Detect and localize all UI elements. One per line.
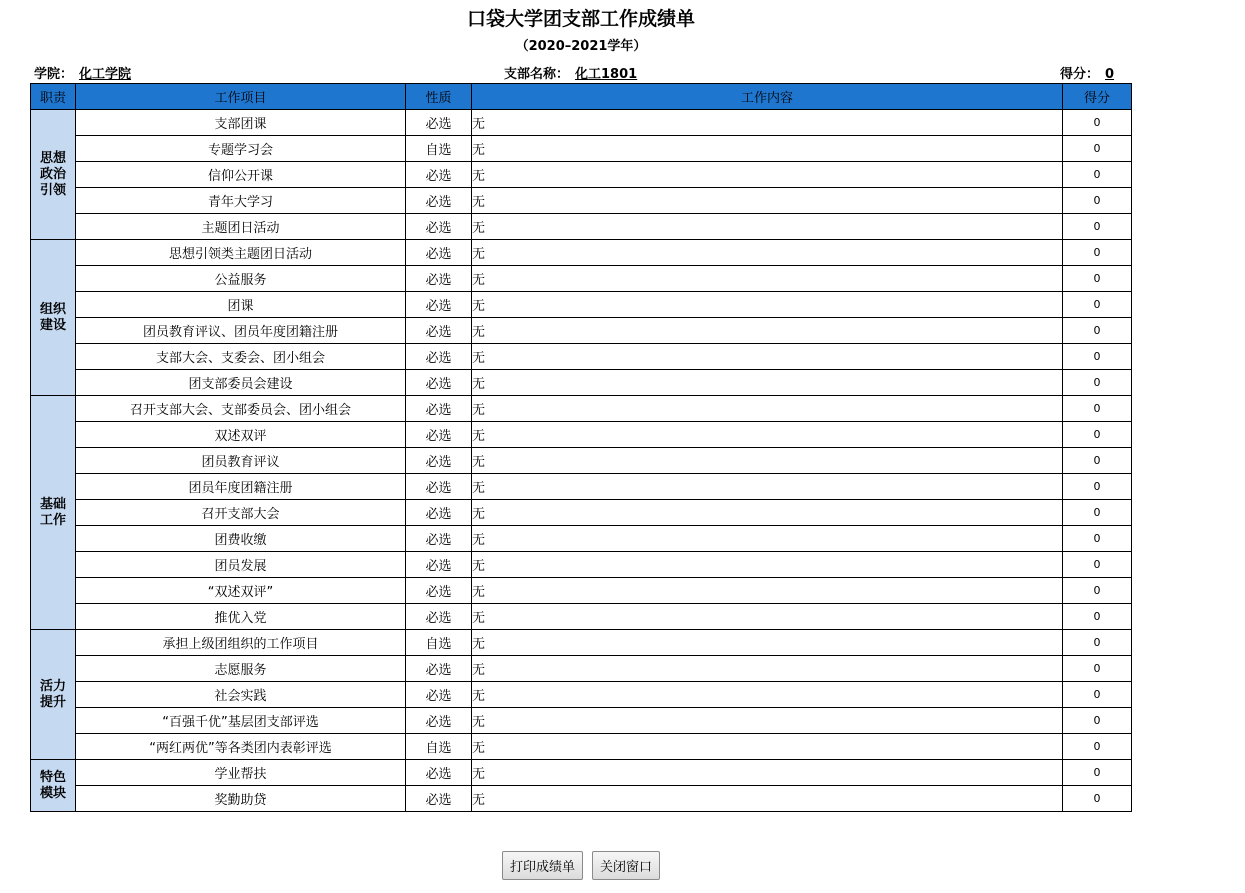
content-cell: 无: [472, 604, 1063, 630]
type-cell: 必选: [406, 760, 472, 786]
score-cell: 0: [1063, 760, 1132, 786]
page-title: 口袋大学团支部工作成绩单: [466, 8, 695, 30]
content-cell: 无: [472, 162, 1063, 188]
item-cell: 团员发展: [76, 552, 406, 578]
content-cell: 无: [472, 526, 1063, 552]
item-cell: 奖勤助贷: [76, 786, 406, 812]
score-label: 得分：: [1060, 67, 1100, 82]
item-cell: 团员年度团籍注册: [76, 474, 406, 500]
type-cell: 必选: [406, 292, 472, 318]
total-score-info: [1060, 63, 1120, 82]
score-cell: 0: [1063, 448, 1132, 474]
score-cell: 0: [1063, 578, 1132, 604]
table-row: [31, 552, 1132, 578]
score-cell: 0: [1063, 370, 1132, 396]
college-value: 化工学院: [79, 67, 132, 82]
item-cell: 支部大会、支委会、团小组会: [76, 344, 406, 370]
content-cell: 无: [472, 266, 1063, 292]
table-row: [31, 708, 1132, 734]
score-cell: 0: [1063, 422, 1132, 448]
content-cell: 无: [472, 552, 1063, 578]
table-row: [31, 500, 1132, 526]
score-cell: 0: [1063, 344, 1132, 370]
table-row: [31, 188, 1132, 214]
item-cell: “百强千优”基层团支部评选: [76, 708, 406, 734]
category-cell: 特色模块: [31, 760, 76, 812]
branch-label: 支部名称：: [504, 67, 570, 82]
category-cell: 基础工作: [31, 396, 76, 630]
table-header-row: [31, 84, 1132, 110]
print-report-button[interactable]: 打印成绩单: [502, 851, 583, 880]
table-row: [31, 396, 1132, 422]
content-cell: 无: [472, 136, 1063, 162]
category-cell: 活力提升: [31, 630, 76, 760]
score-cell: 0: [1063, 526, 1132, 552]
score-cell: 0: [1063, 500, 1132, 526]
score-cell: 0: [1063, 656, 1132, 682]
type-cell: 必选: [406, 266, 472, 292]
item-cell: 团课: [76, 292, 406, 318]
content-cell: 无: [472, 474, 1063, 500]
table-row: [31, 344, 1132, 370]
score-cell: 0: [1063, 318, 1132, 344]
table-row: [31, 734, 1132, 760]
content-cell: 无: [472, 708, 1063, 734]
table-row: [31, 474, 1132, 500]
header-duty: 职责: [31, 84, 76, 110]
type-cell: 自选: [406, 136, 472, 162]
content-cell: 无: [472, 682, 1063, 708]
score-value: 0: [1105, 67, 1115, 82]
score-cell: 0: [1063, 786, 1132, 812]
table-row: [31, 682, 1132, 708]
category-cell: 组织建设: [31, 240, 76, 396]
type-cell: 必选: [406, 396, 472, 422]
type-cell: 必选: [406, 318, 472, 344]
item-cell: 思想引领类主题团日活动: [76, 240, 406, 266]
type-cell: 必选: [406, 448, 472, 474]
table-row: [31, 110, 1132, 136]
score-cell: 0: [1063, 734, 1132, 760]
content-cell: 无: [472, 214, 1063, 240]
button-bar: [0, 851, 1162, 880]
type-cell: 必选: [406, 682, 472, 708]
content-cell: 无: [472, 500, 1063, 526]
type-cell: 自选: [406, 630, 472, 656]
header-content: 工作内容: [472, 84, 1063, 110]
page-subtitle: （2020–2021学年）: [515, 39, 647, 54]
type-cell: 必选: [406, 708, 472, 734]
item-cell: 团员教育评议、团员年度团籍注册: [76, 318, 406, 344]
item-cell: 社会实践: [76, 682, 406, 708]
table-body: [31, 110, 1132, 812]
type-cell: 必选: [406, 240, 472, 266]
table-row: [31, 526, 1132, 552]
content-cell: 无: [472, 448, 1063, 474]
content-cell: 无: [472, 188, 1063, 214]
item-cell: 学业帮扶: [76, 760, 406, 786]
category-cell: 思想政治引领: [31, 110, 76, 240]
table-row: [31, 422, 1132, 448]
type-cell: 必选: [406, 214, 472, 240]
item-cell: 专题学习会: [76, 136, 406, 162]
type-cell: 必选: [406, 786, 472, 812]
item-cell: 信仰公开课: [76, 162, 406, 188]
type-cell: 必选: [406, 604, 472, 630]
item-cell: 青年大学习: [76, 188, 406, 214]
item-cell: 公益服务: [76, 266, 406, 292]
type-cell: 必选: [406, 526, 472, 552]
content-cell: 无: [472, 656, 1063, 682]
content-cell: 无: [472, 370, 1063, 396]
score-cell: 0: [1063, 188, 1132, 214]
score-table: [30, 83, 1132, 812]
close-window-button[interactable]: 关闭窗口: [592, 851, 660, 880]
score-cell: 0: [1063, 266, 1132, 292]
content-cell: 无: [472, 396, 1063, 422]
item-cell: 召开支部大会: [76, 500, 406, 526]
table-row: [31, 448, 1132, 474]
score-cell: 0: [1063, 136, 1132, 162]
item-cell: “双述双评”: [76, 578, 406, 604]
type-cell: 必选: [406, 188, 472, 214]
table-row: [31, 760, 1132, 786]
score-cell: 0: [1063, 292, 1132, 318]
table-row: [31, 786, 1132, 812]
score-cell: 0: [1063, 396, 1132, 422]
type-cell: 必选: [406, 500, 472, 526]
content-cell: 无: [472, 110, 1063, 136]
item-cell: 团员教育评议: [76, 448, 406, 474]
table-row: [31, 214, 1132, 240]
item-cell: 团支部委员会建设: [76, 370, 406, 396]
item-cell: 团费收缴: [76, 526, 406, 552]
table-row: [31, 162, 1132, 188]
table-row: [31, 240, 1132, 266]
content-cell: 无: [472, 344, 1063, 370]
branch-value: 化工1801: [575, 67, 638, 82]
table-row: [31, 266, 1132, 292]
college-label: 学院：: [34, 67, 74, 82]
item-cell: 承担上级团组织的工作项目: [76, 630, 406, 656]
table-row: [31, 578, 1132, 604]
header-type: 性质: [406, 84, 472, 110]
type-cell: 必选: [406, 422, 472, 448]
table-row: [31, 370, 1132, 396]
item-cell: “两红两优”等各类团内表彰评选: [76, 734, 406, 760]
header-score: 得分: [1063, 84, 1132, 110]
content-cell: 无: [472, 760, 1063, 786]
score-cell: 0: [1063, 240, 1132, 266]
score-cell: 0: [1063, 682, 1132, 708]
item-cell: 双述双评: [76, 422, 406, 448]
score-cell: 0: [1063, 110, 1132, 136]
item-cell: 召开支部大会、支部委员会、团小组会: [76, 396, 406, 422]
type-cell: 必选: [406, 474, 472, 500]
content-cell: 无: [472, 240, 1063, 266]
score-cell: 0: [1063, 630, 1132, 656]
type-cell: 必选: [406, 656, 472, 682]
item-cell: 支部团课: [76, 110, 406, 136]
table-row: [31, 630, 1132, 656]
table-row: [31, 136, 1132, 162]
item-cell: 推优入党: [76, 604, 406, 630]
score-cell: 0: [1063, 552, 1132, 578]
item-cell: 志愿服务: [76, 656, 406, 682]
type-cell: 必选: [406, 162, 472, 188]
type-cell: 必选: [406, 370, 472, 396]
content-cell: 无: [472, 292, 1063, 318]
table-row: [31, 318, 1132, 344]
score-cell: 0: [1063, 708, 1132, 734]
type-cell: 必选: [406, 110, 472, 136]
content-cell: 无: [472, 578, 1063, 604]
content-cell: 无: [472, 630, 1063, 656]
table-row: [31, 604, 1132, 630]
content-cell: 无: [472, 422, 1063, 448]
table-row: [31, 656, 1132, 682]
table-row: [31, 292, 1132, 318]
type-cell: 必选: [406, 344, 472, 370]
score-cell: 0: [1063, 162, 1132, 188]
content-cell: 无: [472, 318, 1063, 344]
item-cell: 主题团日活动: [76, 214, 406, 240]
type-cell: 必选: [406, 552, 472, 578]
college-info: [34, 63, 137, 82]
score-cell: 0: [1063, 604, 1132, 630]
content-cell: 无: [472, 786, 1063, 812]
score-cell: 0: [1063, 214, 1132, 240]
type-cell: 自选: [406, 734, 472, 760]
content-cell: 无: [472, 734, 1063, 760]
branch-info: [504, 63, 643, 82]
header-item: 工作项目: [76, 84, 406, 110]
type-cell: 必选: [406, 578, 472, 604]
score-cell: 0: [1063, 474, 1132, 500]
